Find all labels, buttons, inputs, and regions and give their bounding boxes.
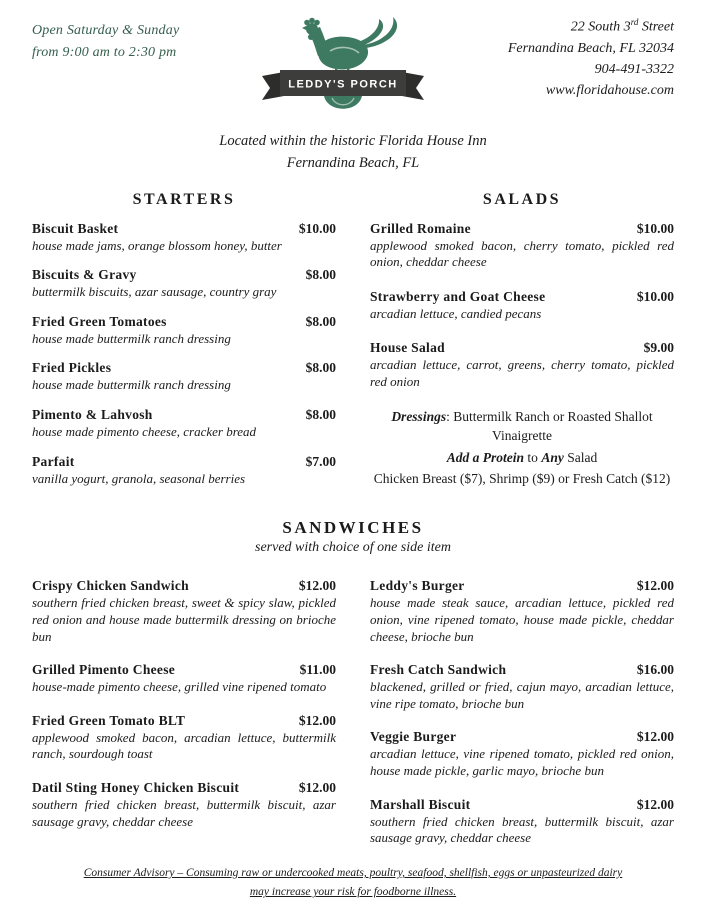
menu-item [370, 340, 674, 390]
item-name: Fried Green Tomato BLT [32, 712, 186, 728]
item-price: $12.00 [636, 796, 674, 812]
item-description: vanilla yogurt, granola, seasonal berries [32, 470, 246, 486]
menu-item [32, 314, 336, 348]
item-name: Datil Sting Honey Chicken Biscuit [32, 780, 240, 795]
menu-item [32, 407, 336, 441]
item-price: $10.00 [636, 288, 674, 304]
item-price: $12.00 [298, 712, 336, 728]
phone-number: 904-491-3322 [594, 61, 674, 77]
item-name: Parfait [32, 453, 75, 469]
consumer-advisory-text: Consumer Advisory – Consuming raw or undercooked meats, poultry, seafood, shellfish, eggs or unpasteurized dairy may increase your risk for foodborne illness. [83, 866, 623, 899]
item-description: buttermilk biscuits, azar sausage, country gray [32, 284, 277, 300]
salad-notes [370, 407, 674, 489]
item-name: Marshall Biscuit [370, 796, 471, 812]
item-price: $7.00 [305, 453, 336, 469]
menu-item [32, 780, 336, 830]
item-name: Crispy Chicken Sandwich [32, 578, 189, 594]
location-note-line-1: Located within the historic Florida House Inn [219, 133, 487, 149]
protein-options: Chicken Breast ($7), Shrimp ($9) or Fresh Catch ($12) [373, 471, 671, 487]
item-price: $12.00 [298, 780, 336, 795]
item-name: Biscuits & Gravy [32, 267, 137, 283]
item-description: house made steak sauce, arcadian lettuce, pickled red onion, vine ripened tomato, house made pickle, cheddar cheese, brioche bun [370, 595, 674, 644]
address-city: Fernandina Beach, FL 32034 [507, 40, 674, 56]
address-block [444, 12, 674, 101]
sandwiches-grid [32, 578, 674, 860]
item-description: blackened, grilled or fried, cajun mayo, arcadian lettuce, vine ripe tomato, brioche bun [370, 679, 674, 711]
logo-banner-text: LEDDY'S PORCH [288, 78, 398, 91]
item-price: $10.00 [298, 220, 336, 236]
menu-item [32, 454, 336, 488]
menu-item [32, 662, 336, 696]
hours-line-1: Open Saturday & Sunday [32, 23, 180, 38]
item-name: Fried Green Tomatoes [32, 313, 167, 329]
item-price: $8.00 [305, 267, 336, 283]
location-note-line-2: Fernandina Beach, FL [286, 154, 420, 171]
item-price: $8.00 [305, 407, 336, 422]
item-name: Grilled Romaine [370, 220, 471, 236]
item-price: $8.00 [305, 313, 336, 329]
item-description: southern fried chicken breast, buttermilk biscuit, azar sausage gravy, cheddar cheese [370, 813, 674, 846]
menu-item [32, 578, 336, 645]
restaurant-logo [254, 14, 432, 123]
item-description: house made buttermilk ranch dressing [32, 330, 231, 346]
hours-line-2: from 9:00 am to 2:30 pm [32, 45, 177, 61]
sandwiches-right-column [370, 578, 674, 860]
salads-title: SALADS [482, 190, 562, 208]
starters-title: STARTERS [132, 190, 236, 208]
address-street: 22 South 3rd Street [570, 17, 674, 35]
item-name: Grilled Pimento Cheese [32, 662, 176, 678]
item-description: house made jams, orange blossom honey, butter [32, 237, 282, 253]
menu-item [370, 221, 674, 271]
item-description: southern fried chicken breast, sweet & spicy slaw, pickled red onion and house made buttermilk dressing on brioche bun [32, 595, 336, 644]
item-name: Fried Pickles [32, 360, 112, 376]
sandwiches-left-column [32, 578, 336, 860]
item-price: $12.00 [636, 729, 674, 745]
item-description: house made pimento cheese, cracker bread [32, 424, 257, 439]
item-name: Veggie Burger [370, 729, 457, 745]
menu-item [32, 221, 336, 255]
menu-item [370, 662, 674, 712]
section-salads [370, 181, 674, 501]
section-starters [32, 181, 336, 501]
dressings-note: Dressings: Buttermilk Ranch or Roasted Shallot Vinaigrette [391, 408, 653, 444]
item-name: Strawberry and Goat Cheese [370, 288, 546, 304]
item-description: southern fried chicken breast, buttermilk biscuit, azar sausage gravy, cheddar cheese [32, 797, 336, 829]
location-note [32, 131, 674, 175]
item-price: $12.00 [298, 578, 336, 594]
ribbon-banner-icon [262, 70, 424, 100]
starters-salads-grid [32, 181, 674, 501]
item-description: applewood smoked bacon, arcadian lettuce, buttermilk ranch, sourdough toast [32, 729, 336, 762]
item-description: arcadian lettuce, vine ripened tomato, pickled red onion, house made pickle, garlic mayo, brioche bun [370, 746, 674, 778]
menu-item [370, 797, 674, 847]
item-name: House Salad [370, 340, 445, 356]
menu-item [370, 289, 674, 323]
sandwiches-subtitle: served with choice of one side item [255, 540, 451, 556]
item-price: $10.00 [636, 220, 674, 236]
menu-item [32, 360, 336, 394]
item-description: house-made pimento cheese, grilled vine ripened tomato [32, 679, 327, 695]
item-price: $8.00 [305, 360, 336, 376]
item-description: house made buttermilk ranch dressing [32, 377, 231, 393]
item-description: arcadian lettuce, candied pecans [370, 305, 542, 321]
item-description: arcadian lettuce, carrot, greens, cherry tomato, pickled red onion [370, 357, 674, 389]
sandwiches-title: SANDWICHES [282, 518, 424, 538]
menu-item [32, 267, 336, 301]
add-protein-note: Add a Protein to Any Salad [446, 449, 598, 465]
item-price: $16.00 [636, 662, 674, 678]
website-url: www.floridahouse.com [545, 82, 674, 98]
item-name: Pimento & Lahvosh [32, 407, 153, 422]
consumer-advisory-footer [50, 864, 656, 903]
item-price: $11.00 [299, 662, 336, 678]
item-name: Fresh Catch Sandwich [370, 662, 507, 678]
item-name: Biscuit Basket [32, 220, 119, 236]
item-name: Leddy's Burger [370, 578, 465, 594]
item-price: $9.00 [643, 340, 674, 356]
item-description: applewood smoked bacon, cherry tomato, pickled red onion, cheddar cheese [370, 237, 674, 270]
rooster-logo-icon [254, 14, 432, 118]
opening-hours [32, 12, 242, 65]
menu-item [32, 713, 336, 763]
item-price: $12.00 [636, 578, 674, 594]
menu-item [370, 729, 674, 779]
header [32, 12, 674, 123]
menu-item [370, 578, 674, 645]
